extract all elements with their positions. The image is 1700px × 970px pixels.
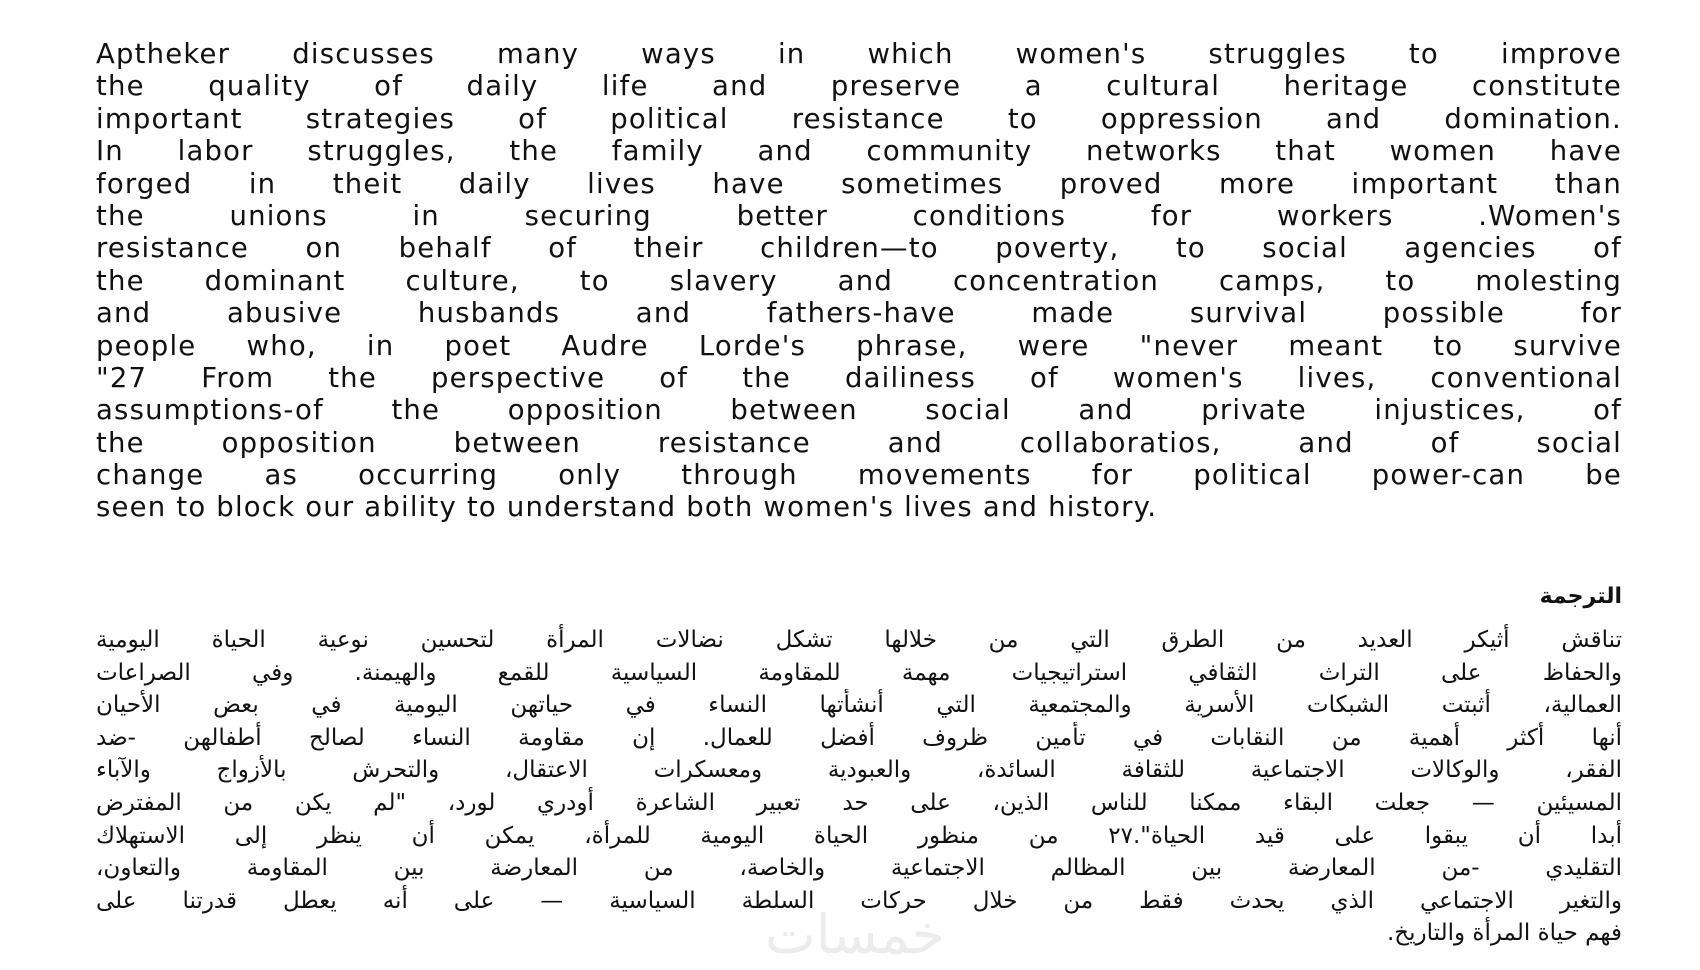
english-line: the opposition between resistance and collaboratios, and of social: [96, 426, 1622, 459]
english-line: the dominant culture, to slavery and concentration camps, to molesting: [96, 264, 1622, 297]
translation-heading: الترجمة: [1539, 584, 1622, 609]
english-paragraph: [96, 38, 1622, 524]
english-line: In labor struggles, the family and community networks that women have: [96, 135, 1622, 168]
arabic-line: فهم حياة المرأة والتاريخ.: [1387, 920, 1622, 947]
english-line: important strategies of political resistance to oppression and domination.: [96, 102, 1622, 135]
arabic-line: والحفاظ على التراث الثقافي استراتيجيات مهمة للمقاومة السياسية للقمع والهيمنة. وفي الصراعات: [96, 659, 1622, 686]
english-line: and abusive husbands and fathers-have made survival possible for: [96, 297, 1622, 330]
english-line: assumptions-of the opposition between social and private injustices, of: [96, 394, 1622, 427]
arabic-line: العمالية، أثبتت الشبكات الأسرية والمجتمعية التي أنشأتها النساء في حياتهن اليومية في بعض الأحيان: [96, 692, 1622, 719]
english-line: resistance on behalf of their children—to poverty, to social agencies of: [96, 232, 1622, 265]
arabic-line: تناقش أثيكر العديد من الطرق التي من خلالها تشكل نضالات المرأة لتحسين نوعية الحياة اليومية: [96, 627, 1622, 653]
arabic-line: والتغير الاجتماعي الذي يحدث فقط من خلال حركات السلطة السياسية — على أنه يعطل قدرتنا على: [96, 887, 1622, 914]
english-line: seen to block our ability to understand both women's lives and history.: [96, 491, 1158, 524]
english-line: people who, in poet Audre Lorde's phrase, were "never meant to survive: [96, 329, 1622, 362]
english-line: the unions in securing better conditions for workers .Women's: [96, 199, 1622, 232]
arabic-line: المسيئين — جعلت البقاء ممكنا للناس الذين، على حد تعبير الشاعرة أودري لورد، "لم يكن من المفترض: [96, 789, 1622, 816]
arabic-paragraph: [96, 624, 1622, 950]
arabic-line: أبدا أن يبقوا على قيد الحياة".٢٧ من منظور الحياة اليومية للمرأة، يمكن أن ينظر إلى الاستهلاك: [96, 822, 1622, 849]
english-line: "27 From the perspective of the dailiness of women's lives, conventional: [96, 361, 1622, 394]
arabic-line: التقليدي -من المعارضة بين المظالم الاجتماعية والخاصة، من المعارضة بين المقاومة والتعاون،: [96, 855, 1622, 882]
english-line: forged in theit daily lives have sometimes proved more important than: [96, 167, 1622, 200]
english-line: change as occurring only through movements for political power-can be: [96, 459, 1622, 492]
watermark-logo: خمسات: [764, 903, 946, 966]
arabic-line: الفقر، والوكالات الاجتماعية للثقافة السائدة، والعبودية ومعسكرات الاعتقال، والتحرش بالأزواج والآباء: [96, 757, 1622, 784]
arabic-line: أنها أكثر أهمية من النقابات في تأمين ظروف أفضل للعمال. إن مقاومة النساء لصالح أطفالهن -ضد: [96, 724, 1622, 751]
english-line: the quality of daily life and preserve a cultural heritage constitute: [96, 70, 1622, 103]
english-line: Aptheker discusses many ways in which women's struggles to improve: [96, 38, 1622, 70]
